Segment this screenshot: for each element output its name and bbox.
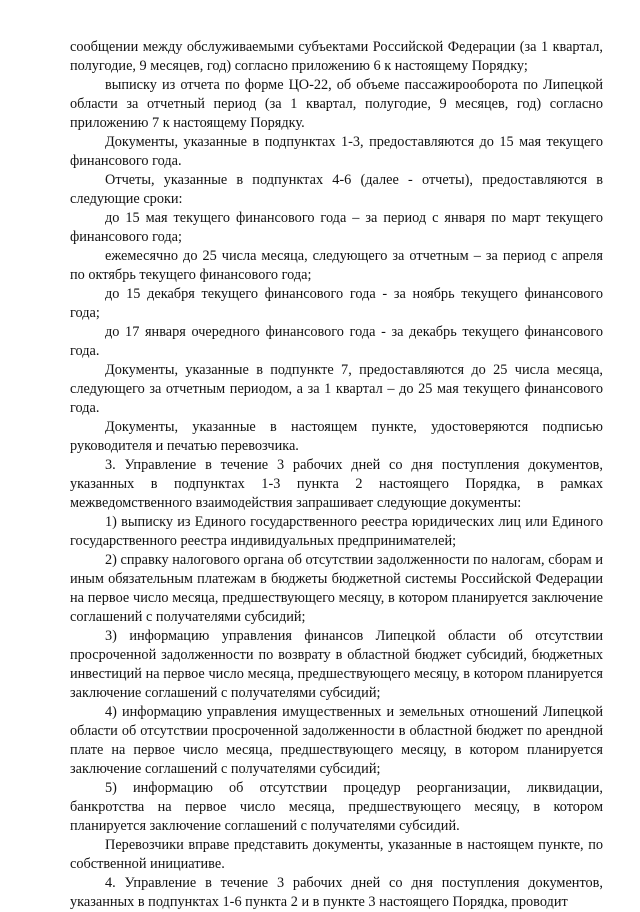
document-paragraph: сообщении между обслуживаемыми субъектами Российской Федерации (за 1 квартал, полугодие, 9 месяцев, год) согласно приложению 6 к настоящему Порядку; [70,39,603,74]
document-page [70,38,603,912]
document-paragraph: 3) информацию управления финансов Липецкой области об отсутствии просроченной задолженности по возврату в областной бюджет субсидий, бюджетных инвестиций на первое число месяца, предшествующего месяцу, в котором планируется заключение соглашений с получателями субсидий; [70,628,603,701]
document-paragraph: до 17 января очередного финансового года - за декабрь текущего финансового года. [70,324,603,359]
document-paragraph: Отчеты, указанные в подпунктах 4-6 (далее - отчеты), предоставляются в следующие сроки: [70,172,603,207]
document-paragraph: Перевозчики вправе представить документы, указанные в настоящем пункте, по собственной инициативе. [70,837,603,872]
document-paragraph: ежемесячно до 25 числа месяца, следующего за отчетным – за период с апреля по октябрь текущего финансового года; [70,248,603,283]
document-paragraph: до 15 мая текущего финансового года – за период с января по март текущего финансового года; [70,210,603,245]
document-paragraph: 1) выписку из Единого государственного реестра юридических лиц или Единого государственного реестра индивидуальных предпринимателей; [70,514,603,549]
document-paragraph: 3. Управление в течение 3 рабочих дней со дня поступления документов, указанных в подпунктах 1-3 пункта 2 настоящего Порядка, в рамках межведомственного взаимодействия запрашивает следующие документы: [70,457,603,511]
document-paragraph: выписку из отчета по форме ЦО-22, об объеме пассажирооборота по Липецкой области за отчетный период (за 1 квартал, полугодие, 9 месяцев, год) согласно приложению 7 к настоящему Порядку. [70,77,603,131]
document-paragraph: 4) информацию управления имущественных и земельных отношений Липецкой области об отсутствии просроченной задолженности в областной бюджет по арендной плате на первое число месяца, предшествующего месяцу, в котором планируется заключение соглашений с получателями субсидий; [70,704,603,777]
document-paragraph: 2) справку налогового органа об отсутствии задолженности по налогам, сборам и иным обязательным платежам в бюджеты бюджетной системы Российской Федерации на первое число месяца, предшествующего месяцу, в котором планируется заключение соглашений с получателями субсидий; [70,552,603,625]
document-paragraph: до 15 декабря текущего финансового года - за ноябрь текущего финансового года; [70,286,603,321]
document-paragraph: Документы, указанные в настоящем пункте, удостоверяются подписью руководителя и печатью перевозчика. [70,419,603,454]
document-paragraph: 5) информацию об отсутствии процедур реорганизации, ликвидации, банкротства на первое число месяца, предшествующего месяцу, в котором планируется заключение соглашений с получателями субсидий. [70,780,603,834]
document-paragraph: 4. Управление в течение 3 рабочих дней со дня поступления документов, указанных в подпунктах 1-6 пункта 2 и в пункте 3 настоящего Порядка, проводит [70,875,603,910]
document-paragraph: Документы, указанные в подпунктах 1-3, предоставляются до 15 мая текущего финансового года. [70,134,603,169]
document-paragraph: Документы, указанные в подпункте 7, предоставляются до 25 числа месяца, следующего за отчетным периодом, а за 1 квартал – до 25 мая текущего финансового года. [70,362,603,416]
